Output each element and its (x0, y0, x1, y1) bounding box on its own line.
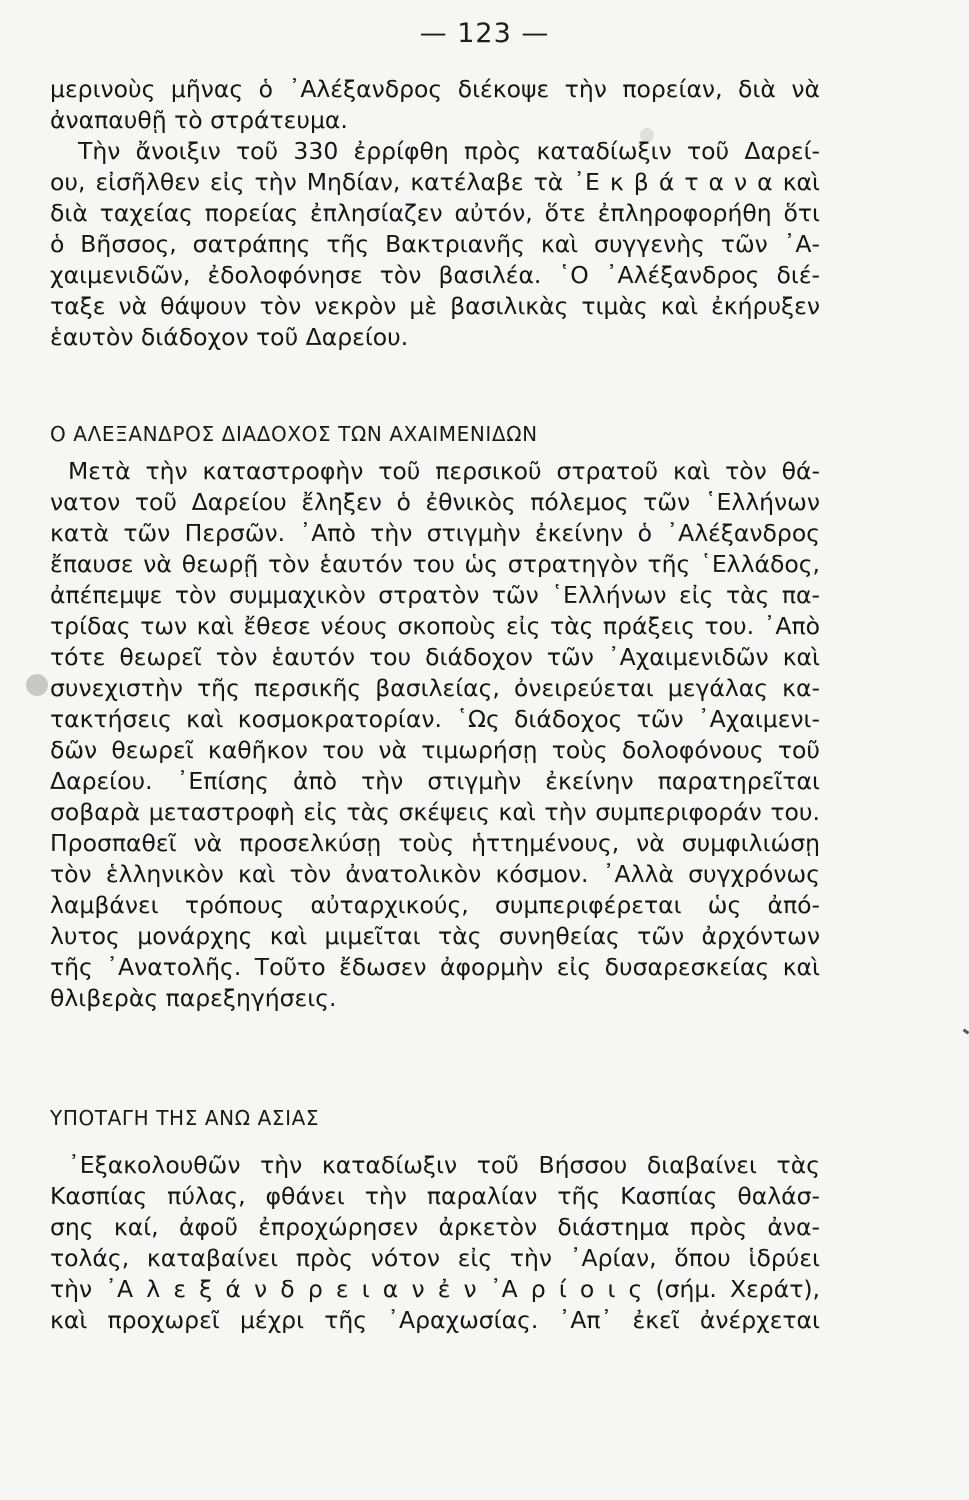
text-line: ἑαυτὸν διάδοχον τοῦ Δαρείου. (50, 323, 409, 351)
section-heading-successor: Ο ΑΛΕΞΑΝΔΡΟΣ ΔΙΑΔΟΧΟΣ ΤΩΝ ΑΧΑΙΜΕΝΙΔΩΝ (50, 422, 538, 446)
text-line: δῶν θεωρεῖ καθῆκον του νὰ τιμωρήσῃ τοὺς δολοφόνους τοῦ (50, 736, 820, 764)
text-line: ὁ Βῆσσος, σατράπης τῆς Βακτριανῆς καὶ συγγενὴς τῶν ᾿Α- (50, 230, 820, 258)
text-line: ἔπαυσε νὰ θεωρῇ τὸν ἑαυτόν του ὡς στρατηγὸν τῆς ῾Ελλάδος, (50, 550, 820, 578)
text-line: συνεχιστὴν τῆς περσικῆς βασιλείας, ὀνειρεύεται μεγάλας κα- (50, 674, 820, 702)
text-line: καὶ προχωρεῖ μέχρι τῆς ᾿Αραχωσίας. ᾿Απ᾿ ἐκεῖ ἀνέρχεται (50, 1306, 820, 1334)
paper-spot (26, 674, 48, 696)
text-line: Μετὰ τὴν καταστροφὴν τοῦ περσικοῦ στρατοῦ καὶ τὸν θά- (68, 457, 820, 485)
page-number: — 123 — (419, 18, 550, 49)
text-line: ᾿Εξακολουθῶν τὴν καταδίωξιν τοῦ Βήσσου διαβαίνει τὰς (68, 1151, 820, 1179)
upper-asia-paragraph (50, 1150, 820, 1336)
text-line: ου, εἰσῆλθεν εἰς τὴν Μηδίαν, κατέλαβε τὰ ᾿Ε κ β ά τ α ν α καὶ (50, 168, 820, 196)
text-line: τῆς ᾿Ανατολῆς. Τοῦτο ἔδωσεν ἀφορμὴν εἰς δυσαρεσκείας καὶ (50, 953, 820, 981)
text-line: θλιβερὰς παρεξηγήσεις. (50, 984, 337, 1012)
text-line: τακτήσεις καὶ κοσμοκρατορίαν. ῾Ως διάδοχος τῶν ᾿Αχαιμενι- (50, 705, 820, 733)
text-line: Τὴν ἄνοιξιν τοῦ 330 ἐρρίφθη πρὸς καταδίωξιν τοῦ Δαρεί- (78, 137, 820, 165)
text-line: λαμβάνει τρόπους αὐταρχικούς, συμπεριφέρεται ὡς ἀπό- (50, 891, 820, 919)
text-line: σοβαρὰ μεταστροφὴ εἰς τὰς σκέψεις καὶ τὴν συμπεριφοράν του. (50, 798, 820, 826)
text-line: μερινοὺς μῆνας ὁ ᾿Αλέξανδρος διέκοψε τὴν πορείαν, διὰ νὰ (50, 75, 820, 103)
text-line: τὴν ᾿Α λ ε ξ ά ν δ ρ ε ι α ν ἐ ν ᾿Α ρ ί ο ι ς (σήμ. Χεράτ), (50, 1275, 820, 1303)
text-line: Κασπίας πύλας, φθάνει τὴν παραλίαν τῆς Κασπίας θαλάσ- (50, 1182, 820, 1210)
text-line: ταξε νὰ θάψουν τὸν νεκρὸν μὲ βασιλικὰς τιμὰς καὶ ἐκήρυξεν (50, 292, 820, 320)
text-line: νατον τοῦ Δαρείου ἔληξεν ὁ ἐθνικὸς πόλεμος τῶν ῾Ελλήνων (50, 488, 820, 516)
text-line: τὸν ἑλληνικὸν καὶ τὸν ἀνατολικὸν κόσμον. ᾿Αλλὰ συγχρόνως (50, 860, 820, 888)
text-line: Δαρείου. ᾿Επίσης ἀπὸ τὴν στιγμὴν ἐκείνην παρατηρεῖται (50, 767, 820, 795)
text-line: τότε θεωρεῖ τὸν ἑαυτόν του διάδοχον τῶν ᾿Αχαιμενιδῶν καὶ (50, 643, 820, 671)
text-line: χαιμενιδῶν, ἐδολοφόνησε τὸν βασιλέα. ῾Ο ᾿Αλέξανδρος διέ- (50, 261, 820, 289)
text-line: κατὰ τῶν Περσῶν. ᾿Απὸ τὴν στιγμὴν ἐκείνην ὁ ᾿Αλέξανδρος (50, 519, 820, 547)
text-line: Προσπαθεῖ νὰ προσελκύσῃ τοὺς ἡττημένους, νὰ συμφιλιώσῃ (50, 829, 820, 857)
text-line: τολάς, καταβαίνει πρὸς νότον εἰς τὴν ᾿Αρίαν, ὅπου ἱδρύει (50, 1244, 820, 1272)
intro-paragraph (50, 74, 820, 353)
text-line: ἀπέπεμψε τὸν συμμαχικὸν στρατὸν τῶν ῾Ελλήνων εἰς τὰς πα- (50, 581, 820, 609)
section-heading-upper-asia: ΥΠΟΤΑΓΗ ΤΗΣ ΑΝΩ ΑΣΙΑΣ (50, 1106, 320, 1130)
paper-edge-mark (963, 1029, 969, 1035)
text-line: λυτος μονάρχης καὶ μιμεῖται τὰς συνηθείας τῶν ἀρχόντων (50, 922, 820, 950)
text-line: σης καί, ἀφοῦ ἐπροχώρησεν ἀρκετὸν διάστημα πρὸς ἀνα- (50, 1213, 820, 1241)
text-line: τρίδας των καὶ ἔθεσε νέους σκοποὺς εἰς τὰς πράξεις του. ᾿Απὸ (50, 612, 820, 640)
text-line: διὰ ταχείας πορείας ἐπλησίαζεν αὐτόν, ὅτε ἐπληροφορήθη ὅτι (50, 199, 820, 227)
paper-spot (640, 128, 654, 142)
successor-paragraph (50, 456, 820, 1014)
text-line: ἀναπαυθῇ τὸ στράτευμα. (50, 106, 348, 134)
